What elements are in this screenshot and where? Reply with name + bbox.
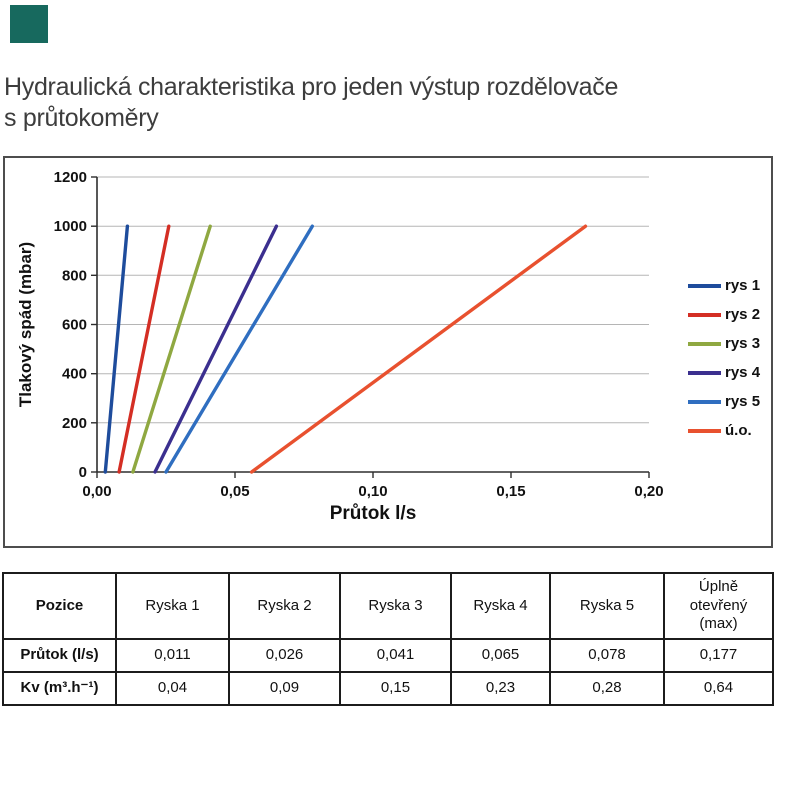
table-header-cell: Úplně otevřený (max) <box>664 573 773 639</box>
row-label: Průtok (l/s) <box>3 639 116 672</box>
hydraulic-chart <box>3 156 773 548</box>
table-header-cell: Ryska 4 <box>451 573 550 639</box>
table-cell: 0,041 <box>340 639 451 672</box>
legend-item <box>688 358 760 387</box>
flow-table-header <box>3 573 773 639</box>
legend-swatch <box>688 371 721 375</box>
table-header-row <box>3 573 773 639</box>
legend-swatch <box>688 342 721 346</box>
table-cell: 0,177 <box>664 639 773 672</box>
series-line <box>105 226 127 472</box>
legend-item <box>688 416 760 445</box>
legend-label: ú.o. <box>725 422 752 439</box>
table-row <box>3 639 773 672</box>
table-header-cell: Ryska 1 <box>116 573 229 639</box>
table-cell: 0,09 <box>229 672 340 705</box>
table-cell: 0,04 <box>116 672 229 705</box>
x-tick-label: 0,15 <box>496 483 526 500</box>
flow-table <box>2 572 774 706</box>
legend-swatch <box>688 400 721 404</box>
chart-legend <box>688 271 760 445</box>
legend-label: rys 1 <box>725 277 761 294</box>
table-cell: 0,23 <box>451 672 550 705</box>
legend-label: rys 5 <box>725 393 761 410</box>
y-tick-label: 200 <box>61 414 87 432</box>
legend-item <box>688 300 760 329</box>
x-tick-label: 0,20 <box>634 483 664 500</box>
y-tick-label: 0 <box>78 464 87 481</box>
table-cell: 0,28 <box>550 672 664 705</box>
chart-canvas <box>5 158 771 546</box>
legend-item <box>688 271 760 300</box>
legend-label: rys 4 <box>725 364 761 381</box>
x-tick-label: 0,10 <box>358 483 388 500</box>
x-tick-label: 0,05 <box>220 483 250 500</box>
flow-table-body <box>3 639 773 705</box>
y-tick-label: 400 <box>61 365 87 383</box>
table-header-cell: Ryska 2 <box>229 573 340 639</box>
series-line <box>166 226 312 472</box>
table-cell: 0,065 <box>451 639 550 672</box>
table-cell: 0,026 <box>229 639 340 672</box>
legend-swatch <box>688 284 721 288</box>
table-cell: 0,64 <box>664 672 773 705</box>
page-title-line2: s průtokoměry <box>4 104 159 132</box>
legend-swatch <box>688 429 721 433</box>
y-tick-label: 800 <box>61 267 87 285</box>
table-cell: 0,078 <box>550 639 664 672</box>
table-row <box>3 672 773 705</box>
table-header-cell: Ryska 3 <box>340 573 451 639</box>
page-title-line1: Hydraulická charakteristika pro jeden výstup rozdělovače <box>4 73 619 101</box>
series-line <box>252 226 586 472</box>
legend-label: rys 2 <box>725 306 761 323</box>
table-header-cell: Pozice <box>3 573 116 639</box>
legend-item <box>688 329 760 358</box>
page-title <box>4 72 744 134</box>
legend-item <box>688 387 760 416</box>
table-cell: 0,011 <box>116 639 229 672</box>
table-cell: 0,15 <box>340 672 451 705</box>
y-tick-label: 600 <box>61 316 87 334</box>
table-header-cell: Ryska 5 <box>550 573 664 639</box>
row-label: Kv (m³.h⁻¹) <box>3 672 116 705</box>
brand-accent-square <box>10 5 48 43</box>
x-tick-label: 0,00 <box>82 483 112 500</box>
legend-label: rys 3 <box>725 335 761 352</box>
legend-swatch <box>688 313 721 317</box>
y-tick-label: 1200 <box>53 169 87 186</box>
y-tick-label: 1000 <box>53 218 87 236</box>
y-axis-title: Tlakový spád (mbar) <box>16 241 35 408</box>
x-axis-title: Průtok l/s <box>329 503 417 524</box>
